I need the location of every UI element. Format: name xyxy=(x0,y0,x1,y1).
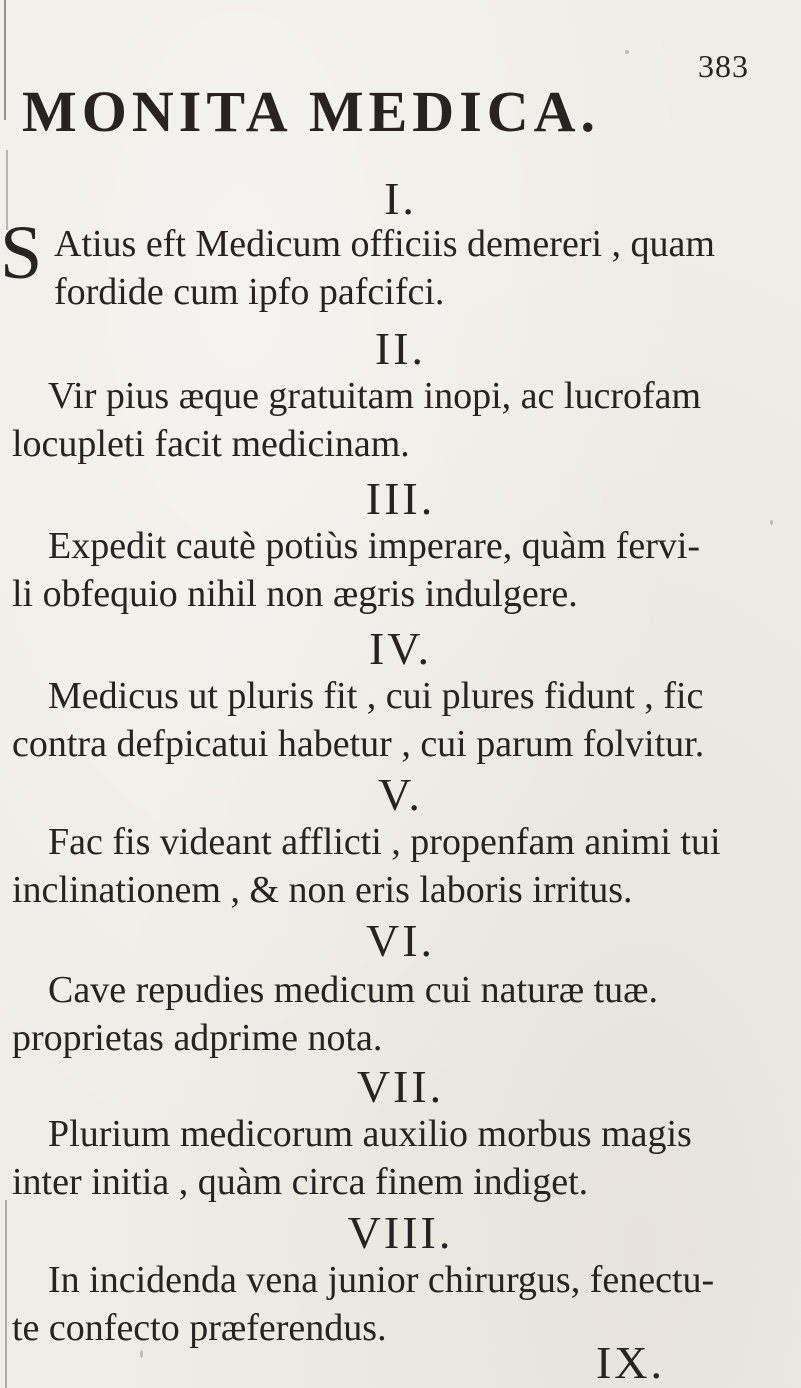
maxim-numeral: III. xyxy=(365,473,436,524)
page-number: 383 xyxy=(698,48,749,84)
binding-edge-line xyxy=(4,0,6,120)
maxim-line: inclinationem , & non eris laboris irritus. xyxy=(12,869,633,911)
maxim-numeral: I. xyxy=(384,173,417,224)
maxim-text xyxy=(12,1110,792,1206)
maxim-line: te confecto præferendus. xyxy=(12,1307,387,1349)
maxim-numeral: VII. xyxy=(356,1061,445,1112)
maxim-text xyxy=(12,372,792,468)
maxim-text xyxy=(12,522,792,618)
maxim-line: locupleti facit medicinam. xyxy=(12,423,410,465)
maxim-line: Plurium medicorum auxilio morbus magis xyxy=(48,1113,692,1155)
maxim-text xyxy=(12,818,792,914)
maxim-numeral: IX. xyxy=(595,1337,666,1388)
maxim-text xyxy=(12,966,792,1062)
maxim-line: contra defpicatui habetur , cui parum folvitur. xyxy=(12,723,705,765)
maxim-line: Expedit cautè potiùs imperare, quàm fervi- xyxy=(48,525,701,567)
maxim-line: Medicus ut pluris fit , cui plures fidunt , fic xyxy=(48,675,704,717)
maxim-numeral: VI. xyxy=(365,915,436,966)
paper-speck xyxy=(625,50,629,54)
maxim-line: Cave repudies medicum cui naturæ tuæ. xyxy=(48,969,658,1011)
maxim-line: proprietas adprime nota. xyxy=(12,1017,383,1059)
maxim-line: Vir pius æque gratuitam inopi, ac lucrofam xyxy=(48,375,702,417)
maxim-numeral: V. xyxy=(378,769,423,820)
maxim-numeral: IV. xyxy=(368,623,433,674)
maxim-numeral: VIII. xyxy=(347,1207,454,1258)
maxim-text xyxy=(54,220,794,316)
maxim-line: inter initia , quàm circa finem indiget. xyxy=(12,1161,589,1203)
maxim-line: In incidenda vena junior chirurgus, fenectu- xyxy=(48,1259,715,1301)
maxim-line: Fac fis videant afflicti , propenfam animi tui xyxy=(48,821,721,863)
maxim-text xyxy=(12,672,792,768)
maxim-line: li obfequio nihil non ægris indulgere. xyxy=(12,573,578,615)
maxim-line: Atius eft Medicum officiis demereri , quam xyxy=(54,223,715,265)
page-title: MONITA MEDICA. xyxy=(22,79,601,144)
drop-cap: S xyxy=(0,211,43,295)
maxim-numeral: II. xyxy=(374,323,427,374)
maxim-line: fordide cum ipfo pafcifci. xyxy=(54,271,445,313)
